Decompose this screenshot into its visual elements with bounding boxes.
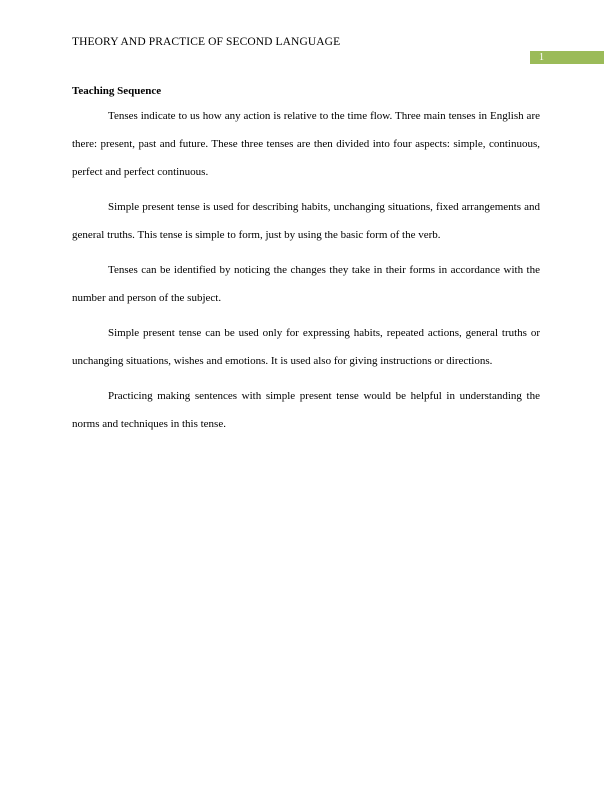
paragraph-2: Simple present tense is used for describing habits, unchanging situations, fixed arrangements and general truths. This tense is simple to form, just by using the basic form of the verb. — [72, 201, 540, 241]
page-number: 1 — [530, 51, 604, 64]
document-body — [72, 84, 540, 445]
running-head: THEORY AND PRACTICE OF SECOND LANGUAGE — [72, 36, 341, 48]
paragraph-3: Tenses can be identified by noticing the changes they take in their forms in accordance with the number and person of the subject. — [72, 264, 540, 304]
paragraph-1: Tenses indicate to us how any action is relative to the time flow. Three main tenses in English are there: present, past and future. These three tenses are then divided into four aspects: simple, continuous, perfect and perfect continuous. — [72, 110, 540, 178]
section-heading: Teaching Sequence — [72, 85, 162, 97]
paragraph-5: Practicing making sentences with simple present tense would be helpful in understanding the norms and techniques in this tense. — [72, 390, 540, 430]
paragraph-4: Simple present tense can be used only for expressing habits, repeated actions, general truths or unchanging situations, wishes and emotions. It is used also for giving instructions or directions. — [72, 327, 540, 367]
